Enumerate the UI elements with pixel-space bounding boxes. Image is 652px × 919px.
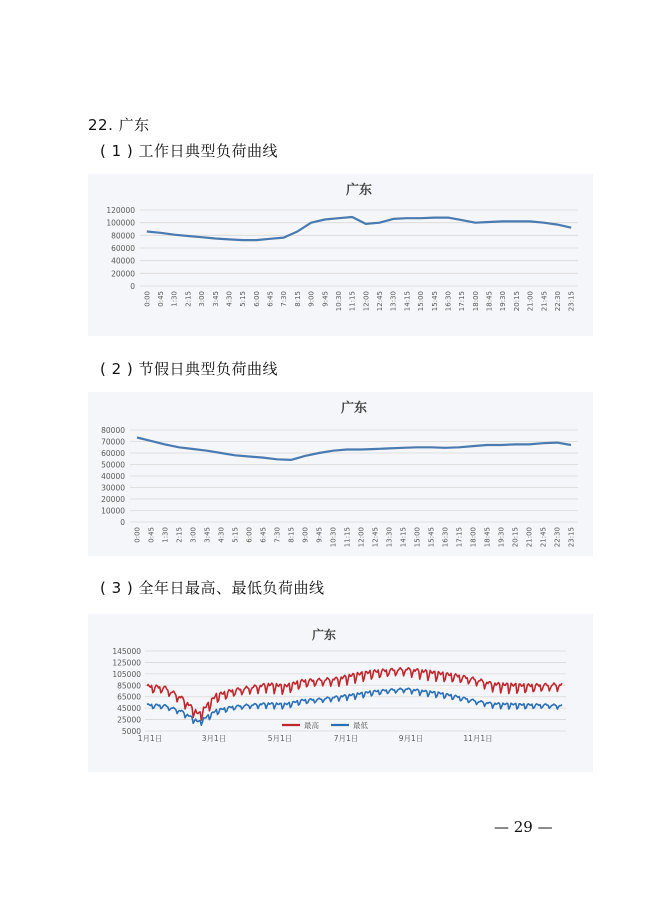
x-tick-label: 13:30 [385,527,394,548]
x-tick-label: 23:15 [567,291,576,312]
x-tick-label: 0:45 [157,291,166,307]
annual-chart [88,614,593,772]
y-tick-label: 0 [120,518,125,527]
x-tick-label: 12:45 [371,527,380,548]
x-tick-label: 4:30 [225,291,234,307]
y-tick-label: 120000 [106,206,135,215]
x-tick-label: 12:45 [376,291,385,312]
x-tick-label: 13:30 [389,291,398,312]
x-tick-label: 15:45 [430,291,439,312]
annual-chart-svg [88,614,593,772]
x-tick-label: 0:00 [133,527,142,543]
y-tick-label: 45000 [117,704,141,714]
y-tick-label: 40000 [101,472,125,481]
x-tick-label: 20:15 [511,527,520,548]
x-tick-label: 9月1日 [398,734,424,743]
x-tick-label: 6:00 [245,527,254,543]
x-tick-label: 6:45 [266,291,275,307]
x-tick-label: 11月1日 [463,734,493,743]
x-tick-label: 15:00 [413,527,422,548]
y-tick-label: 80000 [111,231,135,241]
x-tick-label: 21:45 [539,527,548,548]
y-tick-label: 85000 [117,681,141,691]
chart-title: 广东 [311,628,337,642]
x-tick-label: 3:00 [189,527,198,543]
x-tick-label: 19:30 [497,527,506,548]
x-tick-label: 5:15 [231,527,240,543]
x-tick-label: 21:00 [526,291,535,312]
x-tick-label: 1月1日 [137,734,163,743]
x-tick-label: 9:00 [307,291,316,307]
x-tick-label: 8:15 [293,291,302,307]
y-tick-label: 145000 [112,647,141,656]
x-tick-label: 19:30 [499,291,508,312]
x-tick-label: 7月1日 [333,734,359,743]
x-tick-label: 6:00 [252,291,261,307]
y-tick-label: 10000 [101,506,125,516]
x-tick-label: 18:45 [485,291,494,312]
y-tick-label: 25000 [117,715,141,725]
legend-label: 最高 [304,721,319,730]
y-tick-label: 65000 [117,692,141,702]
x-tick-label: 2:15 [184,291,193,307]
y-tick-label: 80000 [101,426,125,435]
x-tick-label: 9:00 [301,527,310,543]
y-tick-label: 60000 [101,449,125,458]
x-tick-label: 15:00 [417,291,426,312]
holiday-chart [88,392,593,556]
x-tick-label: 0:45 [147,527,156,543]
x-tick-label: 15:45 [427,527,436,548]
x-tick-label: 18:45 [483,527,492,548]
x-tick-label: 18:00 [471,291,480,312]
load-curve-line [147,217,571,240]
x-tick-label: 8:15 [287,527,296,543]
y-tick-label: 70000 [101,437,125,447]
workday-chart-svg [88,174,593,336]
subtitle-holiday: ( 2 ) 节假日典型负荷曲线 [100,360,279,378]
x-tick-label: 21:45 [540,291,549,312]
x-tick-label: 11:15 [343,527,352,548]
x-tick-label: 7:30 [280,291,289,307]
x-tick-label: 11:15 [348,291,357,312]
x-tick-label: 18:00 [469,527,478,548]
x-tick-label: 22:30 [553,291,562,312]
x-tick-label: 12:00 [357,527,366,548]
x-tick-label: 10:30 [334,291,343,312]
subtitle-workday: ( 1 ) 工作日典型负荷曲线 [100,142,279,160]
x-tick-label: 23:15 [567,527,576,548]
x-tick-label: 12:00 [362,291,371,312]
x-tick-label: 3:00 [198,291,207,307]
y-tick-label: 30000 [101,483,125,493]
y-tick-label: 100000 [106,218,135,228]
x-tick-label: 2:15 [175,527,184,543]
x-tick-label: 10:30 [329,527,338,548]
y-tick-label: 0 [130,282,135,291]
x-tick-label: 6:45 [259,527,268,543]
x-tick-label: 5月1日 [267,734,293,743]
chart-title: 广东 [345,183,373,198]
x-tick-label: 7:30 [273,527,282,543]
x-tick-label: 4:30 [217,527,226,543]
holiday-chart-svg [88,392,593,556]
x-tick-label: 0:00 [143,291,152,307]
x-tick-label: 9:45 [315,527,324,543]
y-tick-label: 20000 [111,269,135,279]
y-tick-label: 105000 [112,669,141,679]
page-number: — 29 — [494,818,553,836]
x-tick-label: 21:00 [525,527,534,548]
x-tick-label: 9:45 [321,291,330,307]
x-tick-label: 17:15 [458,291,467,312]
x-tick-label: 3:45 [211,291,220,307]
x-tick-label: 1:30 [161,527,170,543]
y-tick-label: 20000 [101,495,125,504]
x-tick-label: 5:15 [239,291,248,307]
x-tick-label: 3:45 [203,527,212,543]
x-tick-label: 20:15 [512,291,521,312]
workday-chart [88,174,593,336]
x-tick-label: 14:15 [399,527,408,548]
x-tick-label: 3月1日 [201,734,227,743]
y-tick-label: 40000 [111,256,135,266]
x-tick-label: 1:30 [170,291,179,307]
load-curve-line [137,438,571,460]
section-title: 22. 广东 [88,116,150,134]
y-tick-label: 5000 [121,727,141,736]
y-tick-label: 60000 [111,244,135,253]
y-tick-label: 50000 [101,460,125,470]
x-tick-label: 17:15 [455,527,464,548]
subtitle-annual: ( 3 ) 全年日最高、最低负荷曲线 [100,579,325,597]
y-tick-label: 125000 [112,658,141,668]
legend-label: 最低 [353,721,368,730]
x-tick-label: 16:30 [444,291,453,312]
x-tick-label: 14:15 [403,291,412,312]
x-tick-label: 16:30 [441,527,450,548]
chart-title: 广东 [340,401,368,416]
x-tick-label: 22:30 [553,527,562,548]
